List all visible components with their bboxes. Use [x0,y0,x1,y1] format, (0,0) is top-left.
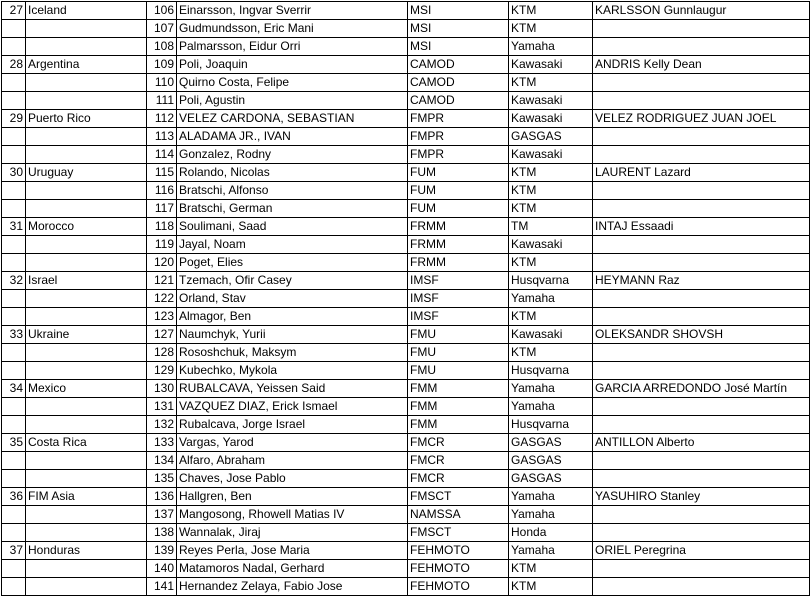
team-manager-cell: VELEZ RODRIGUEZ JUAN JOEL [593,110,810,128]
rider-name-cell: Kubechko, Mykola [177,362,408,380]
federation-cell: FMPR [408,146,509,164]
motorcycle-cell: KTM [509,578,593,596]
team-number-cell [2,506,26,524]
table-row [2,434,810,452]
rider-number-cell: 115 [147,164,177,182]
table-row [2,74,810,92]
motorcycle-cell: KTM [509,20,593,38]
table-row [2,164,810,182]
table-row [2,272,810,290]
team-name-cell [26,416,147,434]
rider-name-cell: Gudmundsson, Eric Mani [177,20,408,38]
table-row [2,506,810,524]
rider-name-cell: VAZQUEZ DIAZ, Erick Ismael [177,398,408,416]
rider-number-cell: 138 [147,524,177,542]
motorcycle-cell: GASGAS [509,434,593,452]
motorcycle-cell: Yamaha [509,290,593,308]
table-row [2,452,810,470]
federation-cell: IMSF [408,272,509,290]
federation-cell: FUM [408,164,509,182]
team-manager-cell: KARLSSON Gunnlaugur [593,2,810,20]
federation-cell: FEHMOTO [408,542,509,560]
rider-name-cell: Chaves, Jose Pablo [177,470,408,488]
rider-name-cell: Hallgren, Ben [177,488,408,506]
rider-number-cell: 119 [147,236,177,254]
rider-number-cell: 112 [147,110,177,128]
team-number-cell [2,38,26,56]
team-name-cell: Ukraine [26,326,147,344]
rider-number-cell: 118 [147,218,177,236]
team-manager-cell: ANTILLON Alberto [593,434,810,452]
motorcycle-cell: Kawasaki [509,146,593,164]
team-number-cell [2,182,26,200]
team-name-cell [26,524,147,542]
table-row [2,254,810,272]
federation-cell: MSI [408,2,509,20]
motorcycle-cell: KTM [509,254,593,272]
federation-cell: FMPR [408,128,509,146]
team-name-cell [26,560,147,578]
rider-name-cell: Matamoros Nadal, Gerhard [177,560,408,578]
federation-cell: NAMSSA [408,506,509,524]
team-name-cell [26,452,147,470]
rider-name-cell: Einarsson, Ingvar Sverrir [177,2,408,20]
rider-number-cell: 111 [147,92,177,110]
team-number-cell [2,560,26,578]
team-number-cell: 36 [2,488,26,506]
motorcycle-cell: Kawasaki [509,236,593,254]
motorcycle-cell: KTM [509,200,593,218]
team-manager-cell [593,146,810,164]
rider-name-cell: Bratschi, Alfonso [177,182,408,200]
motorcycle-cell: Husqvarna [509,272,593,290]
table-row [2,218,810,236]
rider-name-cell: Mangosong, Rhowell Matias IV [177,506,408,524]
motorcycle-cell: TM [509,218,593,236]
entry-list-table [1,1,810,596]
team-name-cell: FIM Asia [26,488,147,506]
team-name-cell [26,290,147,308]
rider-name-cell: VELEZ CARDONA, SEBASTIAN [177,110,408,128]
team-name-cell [26,146,147,164]
team-manager-cell [593,20,810,38]
table-row [2,20,810,38]
team-manager-cell [593,524,810,542]
team-number-cell: 29 [2,110,26,128]
rider-name-cell: Rososhchuk, Maksym [177,344,408,362]
motorcycle-cell: Yamaha [509,398,593,416]
team-number-cell [2,416,26,434]
team-name-cell: Puerto Rico [26,110,147,128]
table-row [2,146,810,164]
rider-name-cell: Rolando, Nicolas [177,164,408,182]
table-row [2,524,810,542]
federation-cell: FEHMOTO [408,560,509,578]
table-row [2,380,810,398]
team-number-cell [2,290,26,308]
team-number-cell [2,578,26,596]
team-number-cell [2,398,26,416]
federation-cell: IMSF [408,308,509,326]
table-row [2,488,810,506]
motorcycle-cell: Husqvarna [509,416,593,434]
team-name-cell: Mexico [26,380,147,398]
team-name-cell [26,344,147,362]
federation-cell: FMM [408,398,509,416]
federation-cell: FMM [408,416,509,434]
team-name-cell: Israel [26,272,147,290]
team-manager-cell: GARCIA ARREDONDO José Martín [593,380,810,398]
federation-cell: CAMOD [408,56,509,74]
team-manager-cell: ORIEL Peregrina [593,542,810,560]
rider-name-cell: Soulimani, Saad [177,218,408,236]
team-number-cell [2,200,26,218]
motorcycle-cell: Kawasaki [509,110,593,128]
rider-name-cell: Jayal, Noam [177,236,408,254]
rider-name-cell: Quirno Costa, Felipe [177,74,408,92]
team-manager-cell [593,416,810,434]
table-row [2,362,810,380]
motorcycle-cell: KTM [509,560,593,578]
federation-cell: FMU [408,344,509,362]
team-manager-cell [593,308,810,326]
motorcycle-cell: Kawasaki [509,92,593,110]
team-number-cell [2,470,26,488]
table-row [2,182,810,200]
federation-cell: FRMM [408,254,509,272]
rider-name-cell: ALADAMA JR., IVAN [177,128,408,146]
rider-number-cell: 140 [147,560,177,578]
motorcycle-cell: Yamaha [509,542,593,560]
team-manager-cell [593,290,810,308]
team-manager-cell [593,182,810,200]
federation-cell: FMM [408,380,509,398]
rider-number-cell: 109 [147,56,177,74]
federation-cell: FMU [408,326,509,344]
table-row [2,2,810,20]
rider-number-cell: 128 [147,344,177,362]
team-name-cell [26,38,147,56]
team-number-cell: 30 [2,164,26,182]
rider-name-cell: Poli, Agustin [177,92,408,110]
federation-cell: FRMM [408,236,509,254]
team-number-cell [2,236,26,254]
rider-name-cell: Orland, Stav [177,290,408,308]
team-name-cell: Argentina [26,56,147,74]
team-number-cell [2,74,26,92]
rider-number-cell: 141 [147,578,177,596]
team-manager-cell [593,236,810,254]
team-number-cell [2,452,26,470]
team-name-cell: Iceland [26,2,147,20]
table-row [2,290,810,308]
team-name-cell [26,578,147,596]
rider-name-cell: Reyes Perla, Jose Maria [177,542,408,560]
team-name-cell [26,362,147,380]
table-row [2,542,810,560]
rider-number-cell: 135 [147,470,177,488]
table-row [2,236,810,254]
federation-cell: FEHMOTO [408,578,509,596]
team-manager-cell [593,254,810,272]
rider-number-cell: 120 [147,254,177,272]
table-row [2,38,810,56]
rider-number-cell: 107 [147,20,177,38]
rider-name-cell: Vargas, Yarod [177,434,408,452]
rider-number-cell: 121 [147,272,177,290]
motorcycle-cell: KTM [509,2,593,20]
rider-number-cell: 127 [147,326,177,344]
team-manager-cell [593,200,810,218]
rider-name-cell: Rubalcava, Jorge Israel [177,416,408,434]
rider-number-cell: 137 [147,506,177,524]
team-name-cell [26,74,147,92]
team-name-cell: Honduras [26,542,147,560]
entry-list-body [2,2,810,596]
rider-name-cell: Poget, Elies [177,254,408,272]
federation-cell: FMU [408,362,509,380]
team-manager-cell [593,362,810,380]
motorcycle-cell: KTM [509,164,593,182]
federation-cell: FMCR [408,452,509,470]
federation-cell: FMCR [408,434,509,452]
motorcycle-cell: Honda [509,524,593,542]
team-manager-cell [593,398,810,416]
team-name-cell [26,308,147,326]
rider-name-cell: RUBALCAVA, Yeissen Said [177,380,408,398]
federation-cell: FMSCT [408,524,509,542]
team-number-cell [2,92,26,110]
team-manager-cell [593,506,810,524]
motorcycle-cell: Kawasaki [509,326,593,344]
rider-number-cell: 108 [147,38,177,56]
team-manager-cell [593,38,810,56]
motorcycle-cell: Husqvarna [509,362,593,380]
team-manager-cell [593,92,810,110]
team-manager-cell: ANDRIS Kelly Dean [593,56,810,74]
rider-number-cell: 134 [147,452,177,470]
team-name-cell [26,254,147,272]
motorcycle-cell: KTM [509,74,593,92]
motorcycle-cell: Yamaha [509,506,593,524]
team-number-cell [2,362,26,380]
team-number-cell [2,128,26,146]
team-number-cell [2,146,26,164]
rider-number-cell: 133 [147,434,177,452]
rider-number-cell: 123 [147,308,177,326]
team-manager-cell: OLEKSANDR SHOVSH [593,326,810,344]
table-row [2,398,810,416]
team-name-cell [26,236,147,254]
table-row [2,56,810,74]
rider-number-cell: 129 [147,362,177,380]
team-name-cell [26,398,147,416]
table-row [2,308,810,326]
rider-name-cell: Poli, Joaquin [177,56,408,74]
table-row [2,128,810,146]
motorcycle-cell: Yamaha [509,380,593,398]
motorcycle-cell: GASGAS [509,452,593,470]
team-manager-cell [593,344,810,362]
motorcycle-cell: Yamaha [509,38,593,56]
federation-cell: FMSCT [408,488,509,506]
team-number-cell [2,344,26,362]
federation-cell: IMSF [408,290,509,308]
rider-name-cell: Tzemach, Ofir Casey [177,272,408,290]
rider-number-cell: 136 [147,488,177,506]
team-number-cell: 27 [2,2,26,20]
team-manager-cell: YASUHIRO Stanley [593,488,810,506]
table-row [2,92,810,110]
rider-number-cell: 131 [147,398,177,416]
motorcycle-cell: KTM [509,182,593,200]
rider-number-cell: 113 [147,128,177,146]
rider-name-cell: Palmarsson, Eidur Orri [177,38,408,56]
rider-number-cell: 116 [147,182,177,200]
table-row [2,578,810,596]
team-number-cell: 28 [2,56,26,74]
motorcycle-cell: KTM [509,344,593,362]
team-name-cell [26,92,147,110]
team-number-cell: 33 [2,326,26,344]
team-name-cell: Uruguay [26,164,147,182]
team-manager-cell [593,128,810,146]
rider-number-cell: 132 [147,416,177,434]
team-manager-cell: INTAJ Essaadi [593,218,810,236]
federation-cell: MSI [408,20,509,38]
rider-name-cell: Almagor, Ben [177,308,408,326]
team-manager-cell [593,470,810,488]
table-row [2,110,810,128]
motorcycle-cell: GASGAS [509,470,593,488]
team-manager-cell: HEYMANN Raz [593,272,810,290]
rider-name-cell: Wannalak, Jiraj [177,524,408,542]
table-row [2,560,810,578]
rider-number-cell: 110 [147,74,177,92]
team-manager-cell [593,452,810,470]
table-row [2,200,810,218]
team-manager-cell [593,578,810,596]
team-number-cell: 32 [2,272,26,290]
team-number-cell: 37 [2,542,26,560]
federation-cell: FUM [408,200,509,218]
team-number-cell [2,308,26,326]
rider-number-cell: 122 [147,290,177,308]
motorcycle-cell: GASGAS [509,128,593,146]
rider-number-cell: 114 [147,146,177,164]
team-name-cell [26,182,147,200]
team-name-cell [26,20,147,38]
motorcycle-cell: Yamaha [509,488,593,506]
federation-cell: MSI [408,38,509,56]
rider-number-cell: 130 [147,380,177,398]
team-name-cell [26,470,147,488]
team-name-cell [26,128,147,146]
federation-cell: FMPR [408,110,509,128]
federation-cell: FMCR [408,470,509,488]
rider-number-cell: 117 [147,200,177,218]
motorcycle-cell: Kawasaki [509,56,593,74]
team-number-cell: 35 [2,434,26,452]
federation-cell: FUM [408,182,509,200]
rider-name-cell: Hernandez Zelaya, Fabio Jose [177,578,408,596]
team-number-cell: 34 [2,380,26,398]
team-name-cell: Costa Rica [26,434,147,452]
rider-name-cell: Naumchyk, Yurii [177,326,408,344]
federation-cell: CAMOD [408,92,509,110]
team-name-cell [26,200,147,218]
motorcycle-cell: KTM [509,308,593,326]
rider-number-cell: 106 [147,2,177,20]
federation-cell: CAMOD [408,74,509,92]
team-number-cell [2,20,26,38]
team-name-cell [26,506,147,524]
team-manager-cell [593,74,810,92]
rider-number-cell: 139 [147,542,177,560]
rider-name-cell: Alfaro, Abraham [177,452,408,470]
team-number-cell [2,254,26,272]
table-row [2,416,810,434]
rider-name-cell: Gonzalez, Rodny [177,146,408,164]
table-row [2,326,810,344]
rider-name-cell: Bratschi, German [177,200,408,218]
team-name-cell: Morocco [26,218,147,236]
team-manager-cell: LAURENT Lazard [593,164,810,182]
team-number-cell [2,524,26,542]
table-row [2,344,810,362]
team-manager-cell [593,560,810,578]
table-row [2,470,810,488]
team-number-cell: 31 [2,218,26,236]
federation-cell: FRMM [408,218,509,236]
